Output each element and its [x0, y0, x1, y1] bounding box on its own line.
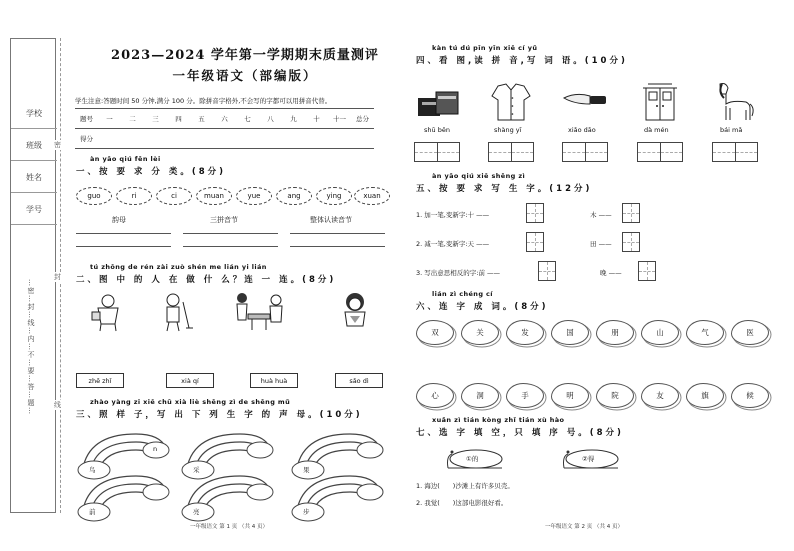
char-grid[interactable] — [622, 232, 640, 252]
syllable-oval: ang — [276, 187, 312, 205]
score-cell[interactable] — [190, 129, 213, 149]
char-cloud[interactable]: 关 — [461, 320, 499, 345]
score-cell[interactable] — [213, 129, 236, 149]
exam-subtitle: 一年级语文（部编版） — [172, 68, 318, 83]
score-row-label: 得分 — [75, 129, 98, 149]
category-label: 三拼音节 — [210, 216, 238, 224]
q3-pinyin: zhào yàng zi xiě chū xià liè shēng zì de shēng mǔ — [90, 398, 291, 406]
char-cloud[interactable]: 洞 — [461, 383, 499, 408]
q4-title: 四、看 图,读 拼 音,写 词 语。(10分) — [416, 56, 628, 66]
child-origami-figure — [335, 290, 375, 332]
child-drawing-figure — [88, 292, 128, 332]
class-field[interactable]: 班级 — [11, 131, 57, 161]
q5-item-left: 1. 加一笔,变新字:十 —— — [416, 211, 490, 219]
answer-line[interactable] — [183, 246, 278, 247]
score-cell[interactable] — [328, 129, 351, 149]
q5-item-right: 田 —— — [590, 240, 612, 248]
score-header-cell: 十 — [305, 109, 328, 129]
snail-label: ①的 — [466, 455, 479, 463]
syllable-oval: guo — [76, 187, 112, 205]
q5-item-right: 晚 —— — [600, 269, 622, 277]
word-pinyin: xiǎo dāo — [568, 126, 596, 134]
rainbow-item — [290, 470, 385, 522]
char-cloud[interactable]: 双 — [416, 320, 454, 345]
q6-title: 六、连 字 成 词。(8分) — [416, 302, 549, 312]
char-cloud[interactable]: 国 — [551, 320, 589, 345]
word-pinyin: bái mǎ — [720, 126, 743, 134]
shirt-picture — [490, 82, 532, 122]
word-pinyin: shū běn — [424, 126, 450, 134]
student-notice: 学生注意:答题时间 50 分钟,满分 100 分。除拼音字格外,不会写的字都可以用拼音代替。 — [75, 97, 332, 105]
rainbow-answer[interactable]: n — [153, 445, 158, 453]
q7-pinyin: xuǎn zì tián kòng zhǐ tián xù hào — [432, 416, 565, 424]
q1-pinyin: àn yāo qiú fēn lèi — [90, 155, 161, 163]
q2-title: 二、图 中 的 人 在 做 什 么？连 一 连。(8分) — [76, 275, 337, 285]
score-header-cell: 四 — [167, 109, 190, 129]
q5-title: 五、按 要 求 写 生 字。(12分) — [416, 184, 593, 194]
q5-item-right: 木 —— — [590, 211, 612, 219]
rainbow-char: 亮 — [193, 508, 200, 516]
char-cloud[interactable]: 发 — [506, 320, 544, 345]
char-grid[interactable] — [538, 261, 556, 281]
writing-grid[interactable] — [414, 142, 460, 162]
q5-item-left: 2. 减一笔,变新字:天 —— — [416, 240, 490, 248]
activity-option[interactable]: zhē zhǐ — [76, 373, 124, 388]
syllable-oval: muan — [196, 187, 232, 205]
syllable-oval: ci — [156, 187, 192, 205]
activity-option[interactable]: huà huà — [250, 373, 298, 388]
score-cell[interactable] — [351, 129, 374, 149]
char-cloud[interactable]: 气 — [686, 320, 724, 345]
score-header-cell: 九 — [282, 109, 305, 129]
score-header-cell: 一 — [98, 109, 121, 129]
writing-grid[interactable] — [488, 142, 534, 162]
word-pinyin: shàng yī — [494, 126, 522, 134]
char-grid[interactable] — [622, 203, 640, 223]
exam-title: 2023—2024 学年第一学期期末质量测评 — [111, 48, 379, 63]
syllable-oval: xuan — [354, 187, 390, 205]
name-field[interactable]: 姓名 — [11, 163, 57, 193]
score-cell[interactable] — [167, 129, 190, 149]
score-cell[interactable] — [144, 129, 167, 149]
rainbow-item — [76, 470, 171, 522]
rainbow-item — [180, 470, 275, 522]
activity-option[interactable]: xià qí — [166, 373, 214, 388]
knife-picture — [562, 88, 608, 112]
rainbow-char: 采 — [193, 466, 200, 474]
syllable-oval: yue — [236, 187, 272, 205]
rainbow-char: 果 — [303, 466, 310, 474]
score-header-cell: 题号 — [75, 109, 98, 129]
snail-option — [444, 448, 506, 470]
score-header-cell: 七 — [236, 109, 259, 129]
children-chess-figure — [232, 290, 287, 332]
q7-sentence[interactable]: 2. 我觉( )这部电影很好看。 — [416, 499, 508, 507]
score-cell[interactable] — [305, 129, 328, 149]
char-cloud[interactable]: 朋 — [596, 320, 634, 345]
char-cloud[interactable]: 山 — [641, 320, 679, 345]
category-label: 整体认读音节 — [310, 216, 352, 224]
category-label: 韵母 — [112, 216, 126, 224]
q6-pinyin: lián zì chéng cí — [432, 290, 493, 298]
word-pinyin: dà mén — [644, 126, 669, 134]
score-header-cell: 十一 — [328, 109, 351, 129]
char-cloud[interactable]: 候 — [731, 383, 769, 408]
q5-pinyin: àn yāo qiú xiě shēng zì — [432, 172, 526, 180]
horse-picture — [712, 80, 756, 122]
char-grid[interactable] — [526, 232, 544, 252]
q4-pinyin: kàn tú dú pīn yīn xiě cí yǔ — [432, 44, 538, 52]
char-cloud[interactable]: 院 — [596, 383, 634, 408]
score-header-cell: 三 — [144, 109, 167, 129]
school-field[interactable]: 学校 — [11, 99, 57, 129]
rainbow-char: 鸟 — [89, 466, 96, 474]
q3-title: 三、照 样 子，写 出 下 列 生 字 的 声 母。(10分) — [76, 410, 363, 420]
door-picture — [640, 82, 680, 122]
char-cloud[interactable]: 心 — [416, 383, 454, 408]
activity-option[interactable]: sǎo dì — [335, 373, 383, 388]
char-cloud[interactable]: 旗 — [686, 383, 724, 408]
char-cloud[interactable]: 友 — [641, 383, 679, 408]
q7-sentence[interactable]: 1. 海边( )沙滩上有许多贝壳。 — [416, 482, 514, 490]
char-grid[interactable] — [638, 261, 656, 281]
cut-char-feng: 封 — [54, 273, 61, 281]
answer-line[interactable] — [290, 246, 385, 247]
q7-title: 七、选 字 填 空，只 填 序 号。(8分) — [416, 428, 624, 438]
score-header-cell: 六 — [213, 109, 236, 129]
score-header-cell: 八 — [259, 109, 282, 129]
score-header-cell: 五 — [190, 109, 213, 129]
score-cell[interactable] — [98, 129, 121, 149]
char-cloud[interactable]: 明 — [551, 383, 589, 408]
q1-title: 一、按 要 求 分 类。(8分) — [76, 167, 227, 177]
cut-char-xian: 线 — [54, 401, 61, 409]
page-footer-1: 一年级语文 第 1 页 （共 4 页） — [190, 524, 268, 530]
writing-grid[interactable] — [712, 142, 758, 162]
score-cell[interactable] — [236, 129, 259, 149]
answer-line[interactable] — [76, 246, 171, 247]
answer-line[interactable] — [290, 233, 385, 234]
child-sweeping-figure — [155, 292, 195, 332]
char-cloud[interactable]: 医 — [731, 320, 769, 345]
rainbow-char: 步 — [303, 508, 310, 516]
student-number-field[interactable]: 学号 — [11, 195, 57, 225]
snail-label: ②得 — [582, 455, 595, 463]
syllable-oval: ying — [316, 187, 352, 205]
snail-option — [560, 448, 622, 470]
rainbow-char: 前 — [89, 508, 96, 516]
score-header-cell: 总分 — [351, 109, 374, 129]
score-header-cell: 二 — [121, 109, 144, 129]
char-cloud[interactable]: 手 — [506, 383, 544, 408]
writing-grid[interactable] — [637, 142, 683, 162]
page-footer-2: 一年级语文 第 2 页 （共 4 页） — [545, 524, 623, 530]
seal-notice: …密…封…线…内…不…要…答…题… — [27, 279, 35, 415]
score-cell[interactable] — [259, 129, 282, 149]
answer-line[interactable] — [183, 233, 278, 234]
binding-strip — [10, 38, 56, 513]
char-grid[interactable] — [526, 203, 544, 223]
q5-item-left: 3. 写出意思相反的字:前 —— — [416, 269, 501, 277]
books-picture — [416, 86, 464, 120]
cut-char-mi: 密 — [54, 141, 61, 149]
score-table — [75, 108, 374, 149]
score-cell[interactable] — [121, 129, 144, 149]
syllable-oval: ri — [116, 187, 152, 205]
score-cell[interactable] — [282, 129, 305, 149]
writing-grid[interactable] — [562, 142, 608, 162]
q2-pinyin: tú zhōng de rén zài zuò shén me lián yi lián — [90, 263, 267, 271]
answer-line[interactable] — [76, 233, 171, 234]
